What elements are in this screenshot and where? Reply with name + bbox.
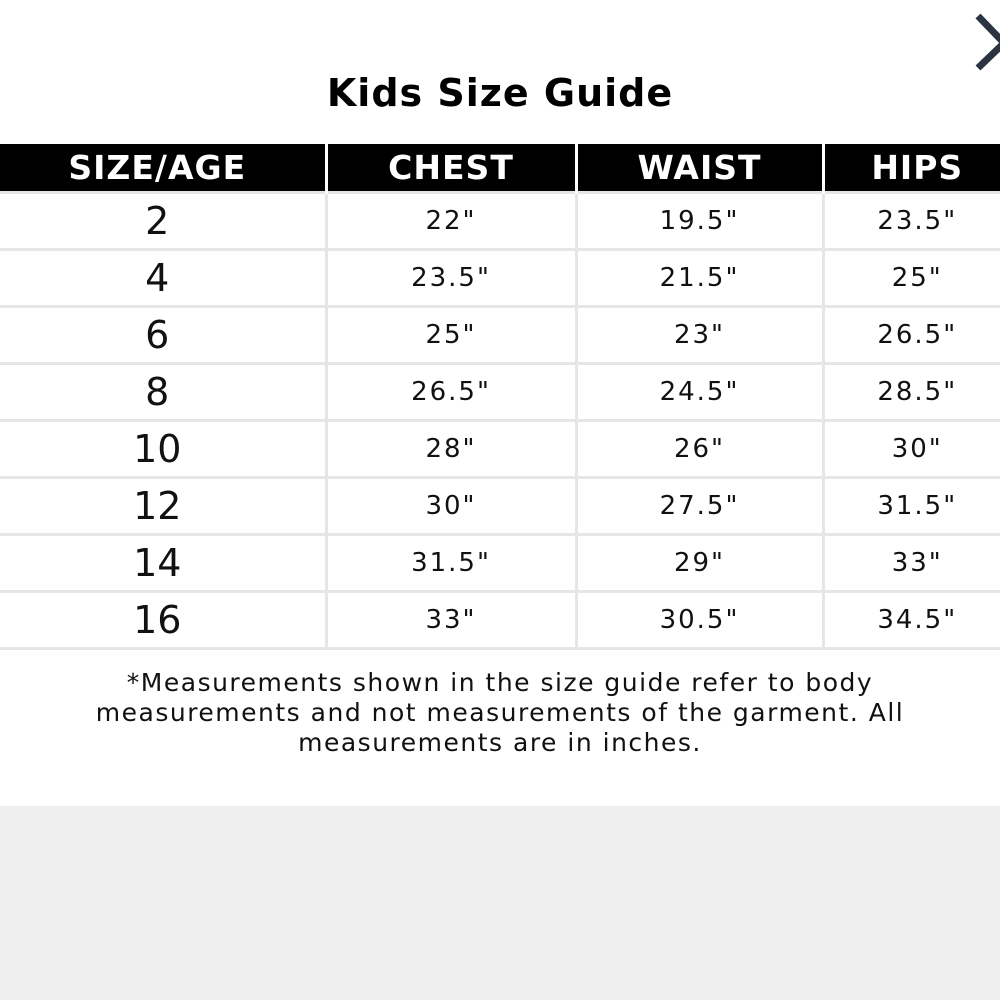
hips-cell: 25" <box>823 250 1000 307</box>
waist-cell: 27.5" <box>576 478 823 535</box>
chest-cell: 22" <box>326 193 576 250</box>
chevron-right-icon <box>968 8 1000 72</box>
measurement-note: *Measurements shown in the size guide refer to body measurements and not measurements of the garment. All measurements are in inches. <box>95 668 905 757</box>
table-row <box>0 250 1000 307</box>
hips-cell: 31.5" <box>823 478 1000 535</box>
size-table <box>0 144 1000 650</box>
hips-cell: 28.5" <box>823 364 1000 421</box>
hips-cell: 30" <box>823 421 1000 478</box>
column-header-waist: WAIST <box>576 144 823 193</box>
chest-cell: 30" <box>326 478 576 535</box>
size-cell: 14 <box>0 535 326 592</box>
size-cell: 6 <box>0 307 326 364</box>
table-row <box>0 307 1000 364</box>
table-row <box>0 364 1000 421</box>
hips-cell: 23.5" <box>823 193 1000 250</box>
waist-cell: 30.5" <box>576 592 823 649</box>
size-cell: 4 <box>0 250 326 307</box>
waist-cell: 19.5" <box>576 193 823 250</box>
chest-cell: 26.5" <box>326 364 576 421</box>
modal-title: Kids Size Guide <box>326 71 674 115</box>
column-header-hips: HIPS <box>823 144 1000 193</box>
modal-backdrop[interactable] <box>0 806 1000 1000</box>
table-row <box>0 592 1000 649</box>
table-row <box>0 535 1000 592</box>
waist-cell: 26" <box>576 421 823 478</box>
table-header-row <box>0 144 1000 193</box>
table-row <box>0 421 1000 478</box>
table-row <box>0 478 1000 535</box>
column-header-chest: CHEST <box>326 144 576 193</box>
size-cell: 2 <box>0 193 326 250</box>
chest-cell: 33" <box>326 592 576 649</box>
column-header-size-age: SIZE/AGE <box>0 144 326 193</box>
waist-cell: 29" <box>576 535 823 592</box>
size-cell: 12 <box>0 478 326 535</box>
waist-cell: 23" <box>576 307 823 364</box>
size-cell: 10 <box>0 421 326 478</box>
waist-cell: 21.5" <box>576 250 823 307</box>
size-cell: 16 <box>0 592 326 649</box>
chest-cell: 28" <box>326 421 576 478</box>
hips-cell: 34.5" <box>823 592 1000 649</box>
close-button[interactable] <box>968 8 1000 72</box>
size-cell: 8 <box>0 364 326 421</box>
waist-cell: 24.5" <box>576 364 823 421</box>
table-row <box>0 193 1000 250</box>
chest-cell: 25" <box>326 307 576 364</box>
chest-cell: 23.5" <box>326 250 576 307</box>
hips-cell: 26.5" <box>823 307 1000 364</box>
chest-cell: 31.5" <box>326 535 576 592</box>
hips-cell: 33" <box>823 535 1000 592</box>
